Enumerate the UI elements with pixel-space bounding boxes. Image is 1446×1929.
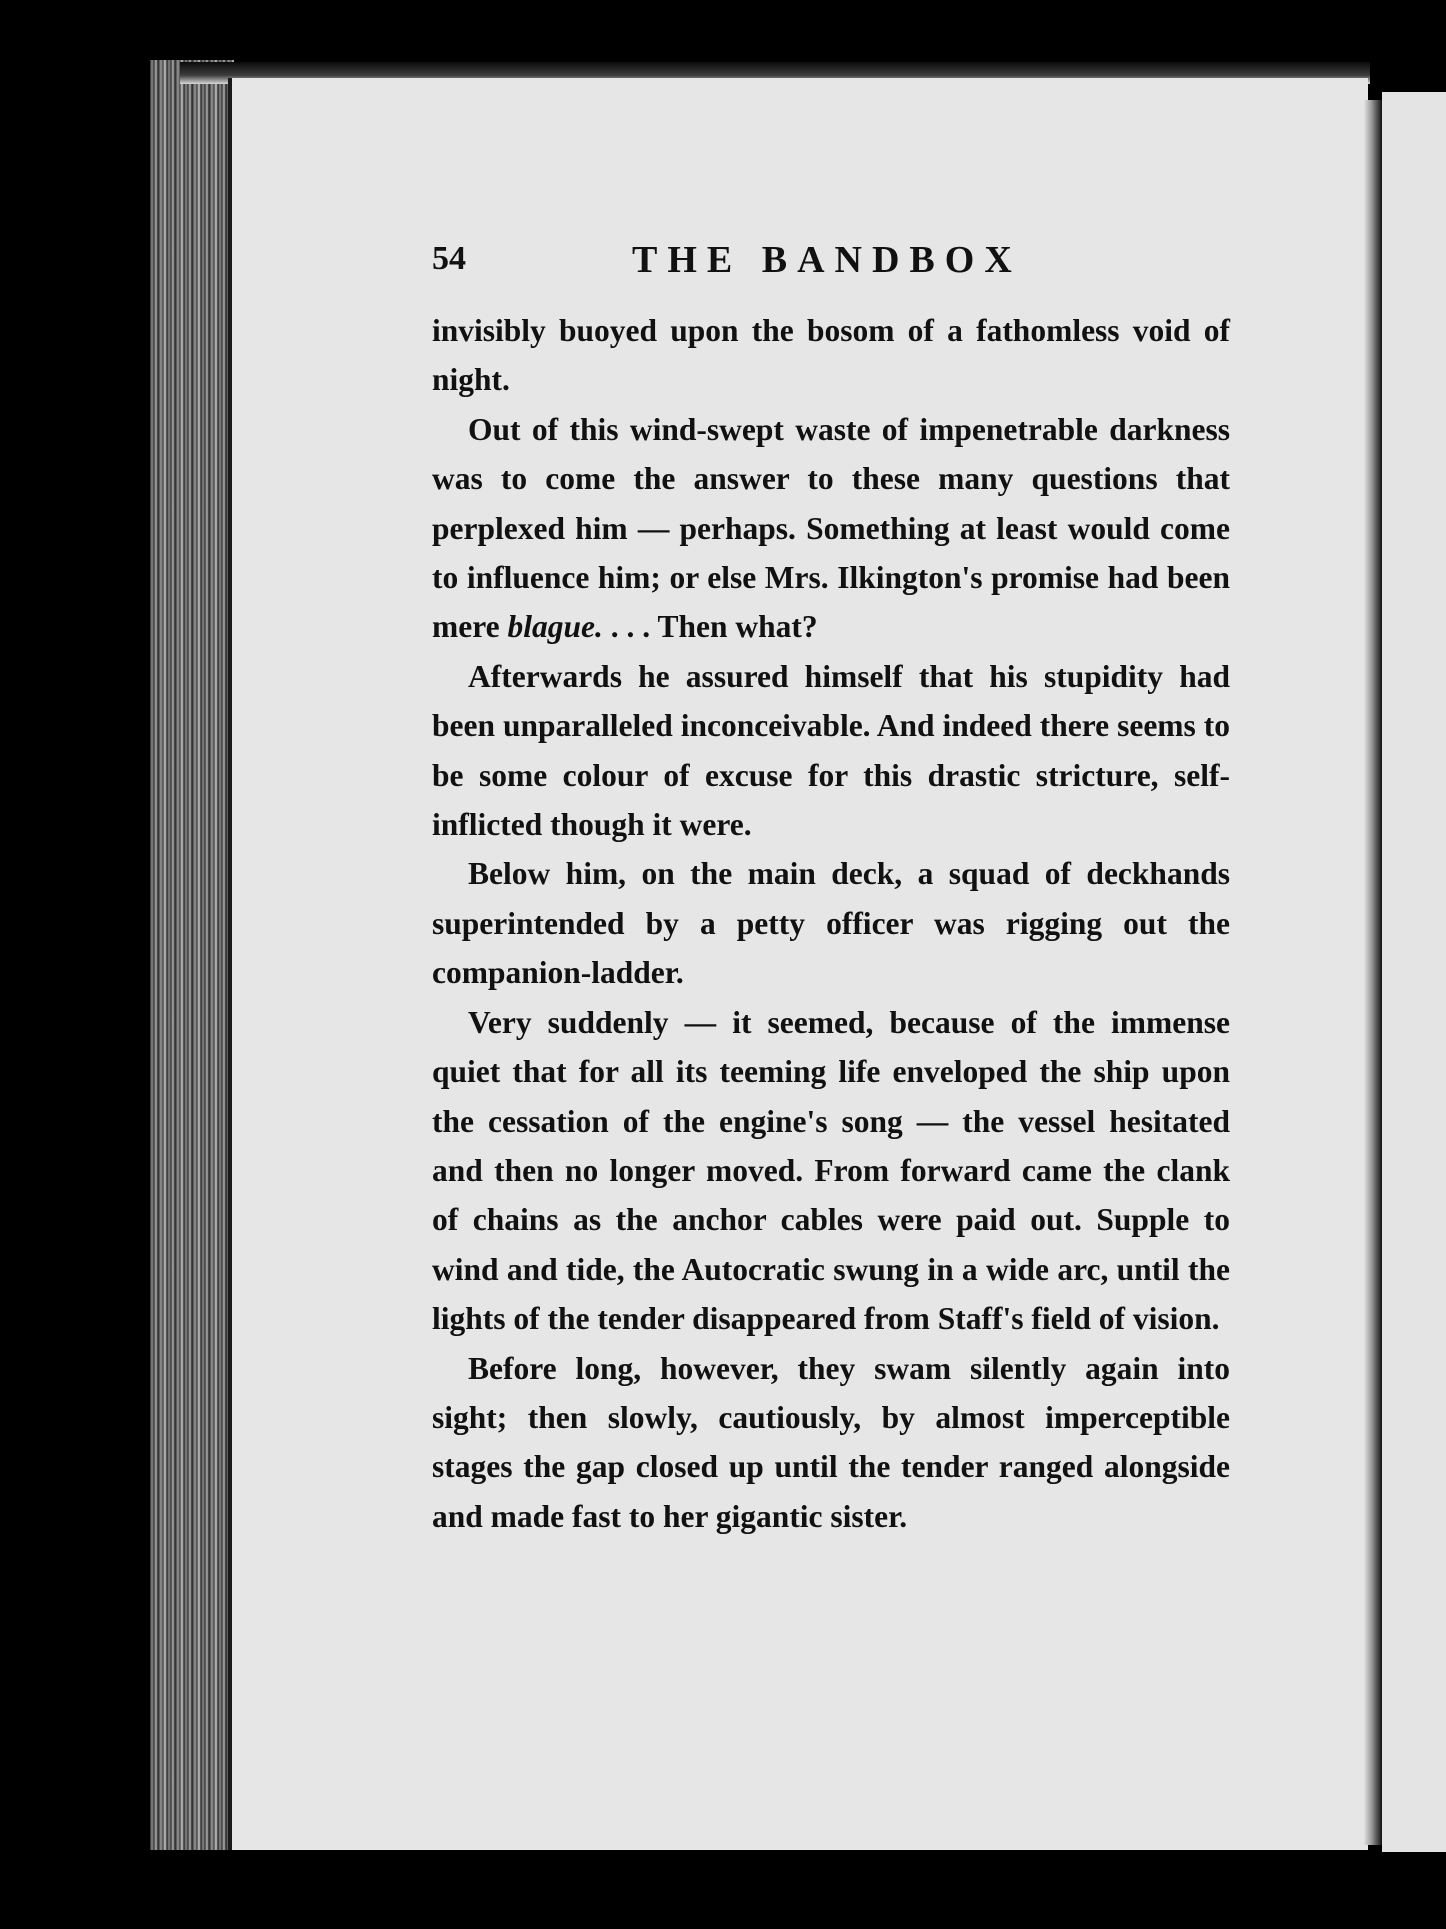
paragraph-text: Out of this wind-swept waste of impenetrable darkness was to come the answer to these many questions that perplexed him — perhaps. Something at least would come to influence him; or else Mrs. Ilkington's promise had been mere [432, 411, 1230, 645]
page-number: 54 [432, 240, 466, 277]
page-edges [150, 60, 234, 1850]
paragraph [432, 1344, 1230, 1542]
paragraph-text: invisibly buoyed upon the bosom of a fathomless void of night. [432, 313, 1230, 398]
italic-word: blague. [507, 609, 603, 645]
paragraph [432, 652, 1230, 850]
gutter-shadow [1364, 100, 1382, 1845]
running-head [432, 240, 1232, 290]
book-title: THE BANDBOX [632, 239, 1022, 281]
paragraph-text: Before long, however, they swam silently again into sight; then slowly, cautiously, by almost imperceptible stages the gap closed up until the tender ranged alongside and made fast to her gigantic sister. [432, 1350, 1230, 1534]
facing-page [1382, 92, 1446, 1852]
paragraph [432, 306, 1230, 405]
paragraph-text: Very suddenly — it seemed, because of the immense quiet that for all its teeming life enveloped the ship upon the cessation of the engine's song — the vessel hesitated and then no longer moved. From forward came the clank of chains as the anchor cables were paid out. Supple to wind and tide, the Autocratic swung in a wide arc, until the lights of the tender disappeared from Staff's field of vision. [432, 1004, 1230, 1337]
paragraph-text: Below him, on the main deck, a squad of deckhands superintended by a petty officer was rigging out the companion-ladder. [432, 856, 1230, 991]
paragraph [432, 998, 1230, 1344]
body-text [432, 306, 1230, 1541]
paragraph [432, 405, 1230, 652]
paragraph-text: . . . Then what? [602, 609, 818, 645]
paragraph [432, 849, 1230, 997]
paragraph-text: Afterwards he assured himself that his stupidity had been unparalleled inconceivable. And indeed there seems to be some colour of excuse for this drastic stricture, self-inflicted though it were. [432, 658, 1230, 843]
